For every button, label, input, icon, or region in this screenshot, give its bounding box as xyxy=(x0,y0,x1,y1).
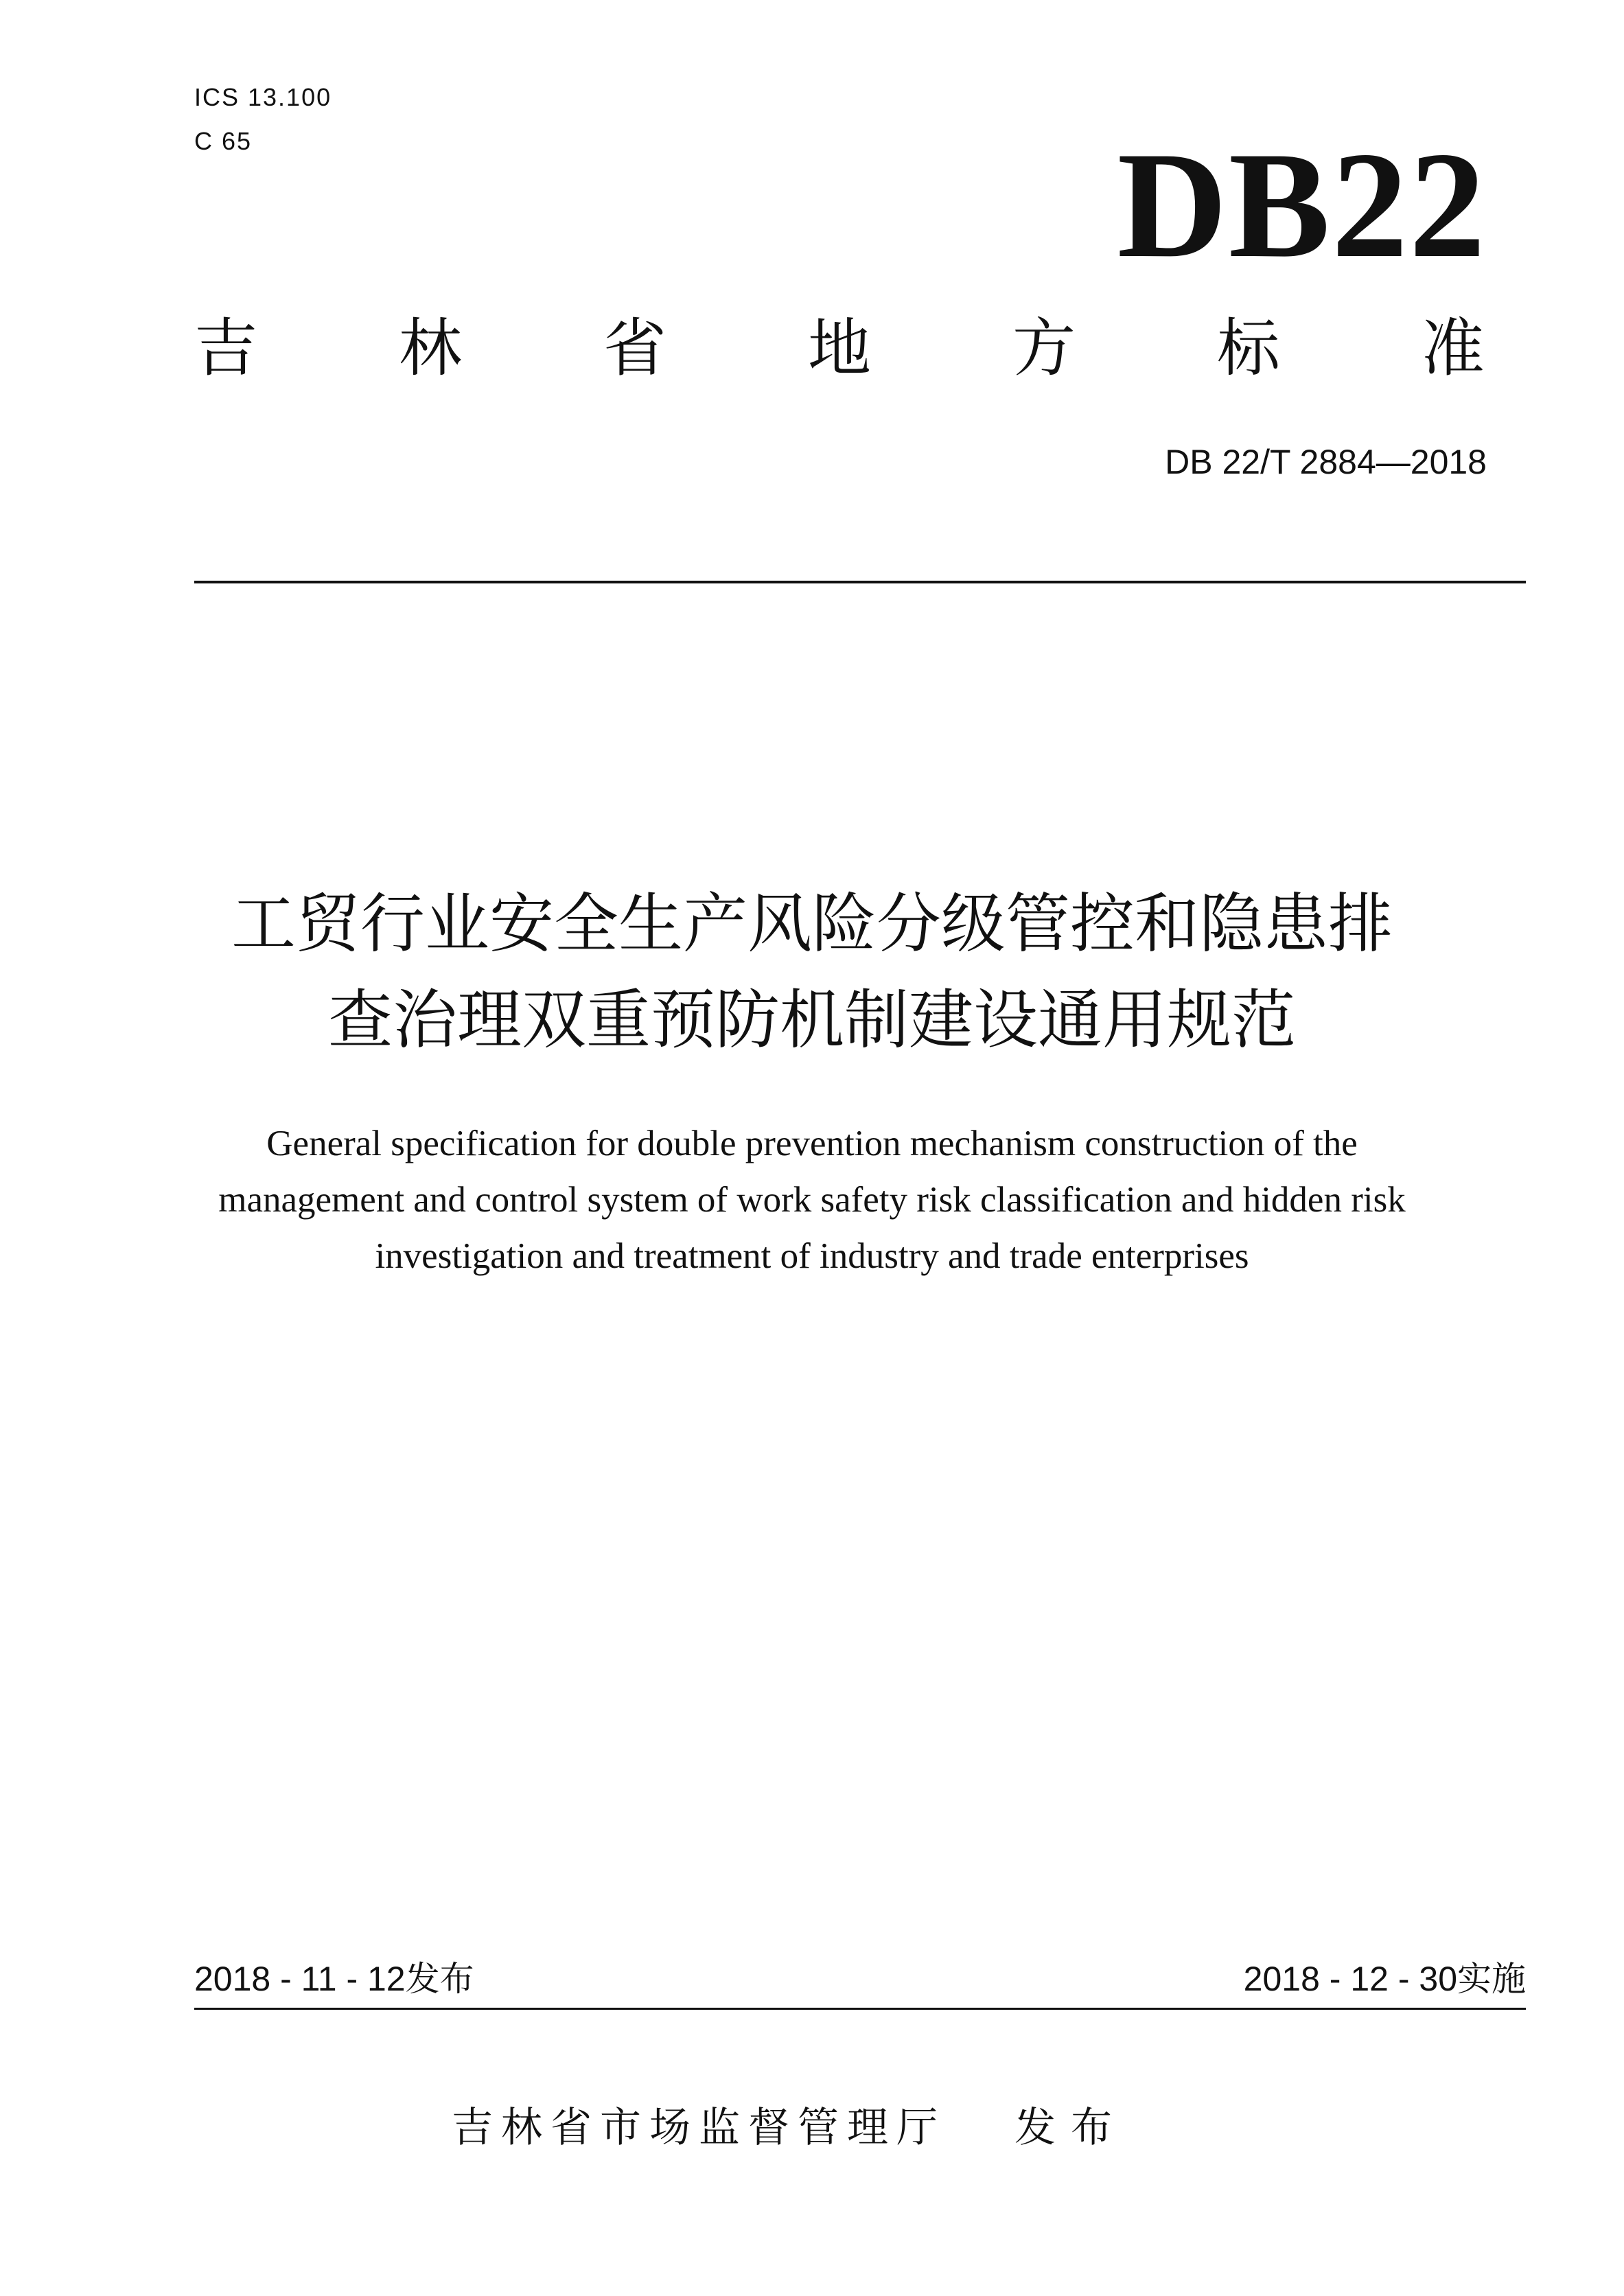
ics-code: ICS 13.100 xyxy=(194,83,332,111)
chinese-title-line-1: 工贸行业安全生产风险分级管控和隐患排 xyxy=(231,887,1393,962)
db-code-logo: DB22 xyxy=(1117,121,1487,290)
issue-label: 发布 xyxy=(405,1959,474,1999)
publisher xyxy=(452,2104,1127,2152)
publish-label: 发布 xyxy=(1014,2104,1127,2152)
standard-type-char: 方 xyxy=(1012,312,1076,385)
footer-divider xyxy=(194,2008,1526,2010)
standard-type-char: 省 xyxy=(603,312,666,385)
standard-type-char: 林 xyxy=(398,312,462,385)
publisher-name: 吉林省市场监督管理厅 xyxy=(452,2104,946,2152)
standard-type-char: 吉 xyxy=(194,312,258,385)
chinese-title-line-2: 查治理双重预防机制建设通用规范 xyxy=(327,983,1296,1058)
ccs-code: C 65 xyxy=(194,127,253,155)
implementation-label: 实施 xyxy=(1457,1959,1526,1999)
header-divider xyxy=(194,581,1526,583)
issue-date xyxy=(194,1959,474,1999)
english-title-line-1: General specification for double prevention mechanism construction of the xyxy=(266,1124,1358,1163)
standard-type-char: 准 xyxy=(1421,312,1485,385)
implementation-date xyxy=(1243,1959,1526,1999)
standard-number: DB 22/T 2884—2018 xyxy=(1165,443,1487,481)
english-title-line-3: investigation and treatment of industry and trade enterprises xyxy=(375,1236,1249,1276)
standard-type-char: 标 xyxy=(1216,312,1280,385)
standard-type-char: 地 xyxy=(807,312,871,385)
issue-date-value: 2018 - 11 - 12 xyxy=(194,1960,406,1998)
english-title-line-2: management and control system of work safety risk classification and hidden risk xyxy=(218,1180,1406,1220)
standard-type-heading xyxy=(194,312,1485,385)
implementation-date-value: 2018 - 12 - 30 xyxy=(1243,1960,1457,1998)
